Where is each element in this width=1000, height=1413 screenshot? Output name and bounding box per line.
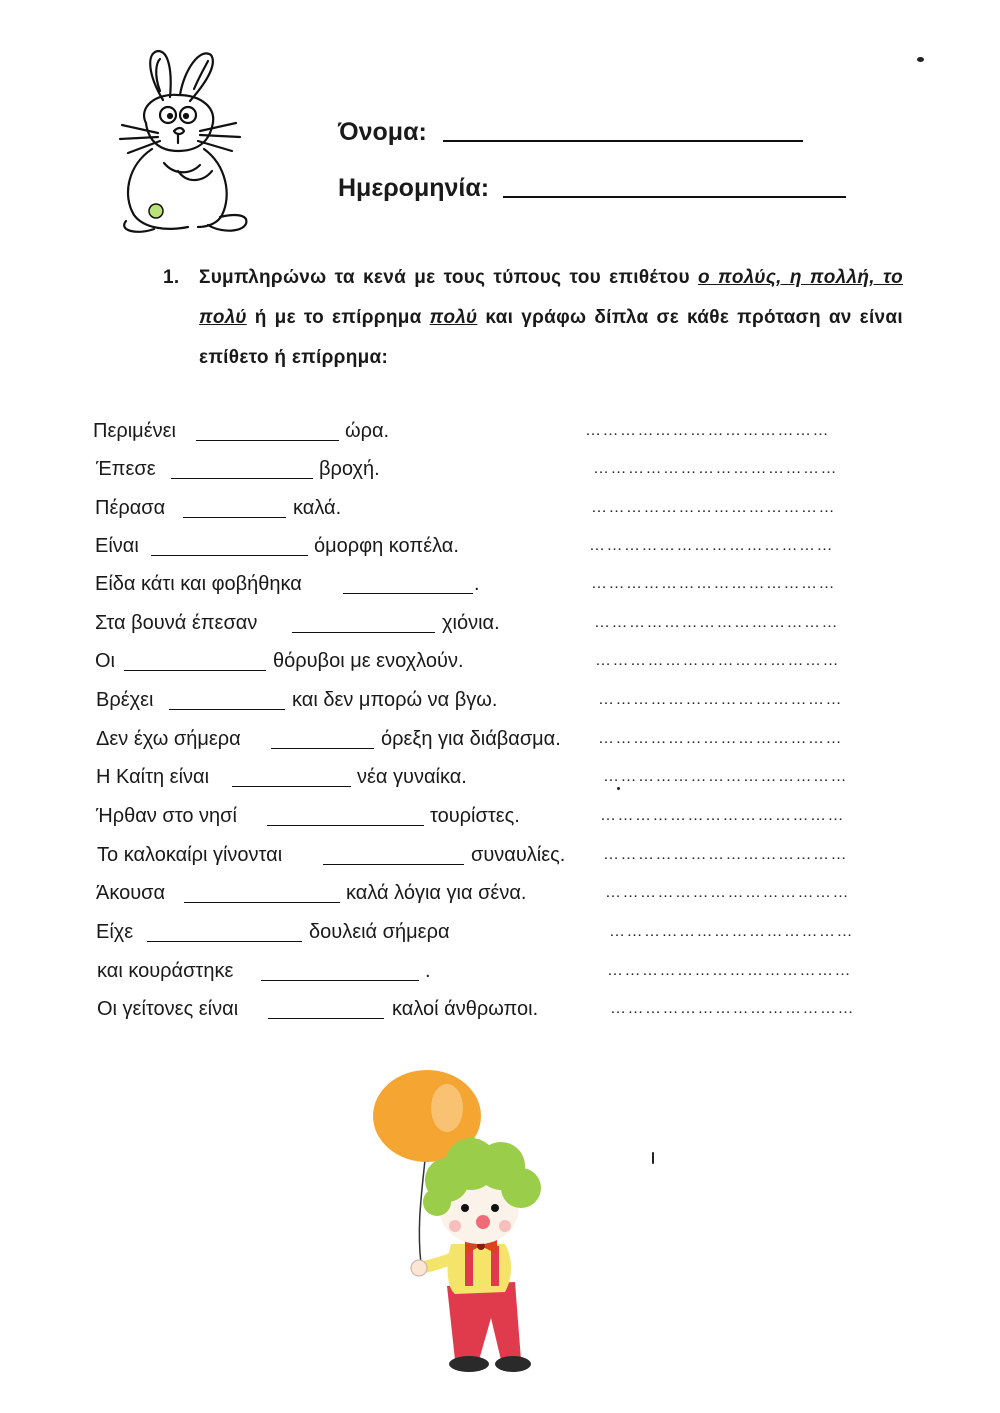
- classification-dots[interactable]: ……………………………………: [609, 923, 854, 940]
- sentence-row: [95, 535, 139, 558]
- classification-dots[interactable]: ……………………………………: [610, 1000, 855, 1017]
- sentence-row: [95, 650, 115, 673]
- sentence-text-before: Δεν έχω σήμερα: [96, 728, 241, 750]
- scan-speck: [652, 1152, 654, 1164]
- answer-blank[interactable]: [271, 748, 374, 749]
- sentence-text-after: .: [474, 573, 480, 595]
- answer-blank[interactable]: [147, 941, 302, 942]
- sentence-row: [95, 573, 302, 596]
- date-field-line[interactable]: [503, 196, 846, 198]
- classification-dots[interactable]: ……………………………………: [593, 460, 838, 477]
- instruction-text-2: ή με το επίρρημα: [254, 307, 422, 328]
- sentence-text-before: Βρέχει: [96, 689, 154, 711]
- sentence-text-before: Έπεσε: [96, 458, 156, 480]
- classification-dots[interactable]: ……………………………………: [605, 884, 850, 901]
- sentence-text-before: Είναι: [95, 535, 139, 557]
- sentence-row: [97, 960, 233, 983]
- sentence-row: [96, 805, 237, 828]
- answer-blank[interactable]: [184, 902, 340, 903]
- sentence-text-after: και δεν μπορώ να βγω.: [292, 689, 498, 711]
- sentence-text-after: καλά λόγια για σένα.: [346, 882, 527, 904]
- classification-dots[interactable]: ……………………………………: [598, 691, 843, 708]
- sentence-text-before: Είχε: [96, 921, 134, 943]
- sentence-text-after: όμορφη κοπέλα.: [314, 535, 459, 557]
- instruction-adverb: πολύ: [429, 307, 478, 328]
- sentence-text-after: τουρίστες.: [430, 805, 520, 827]
- sentence-text-after: καλοί άνθρωποι.: [392, 998, 539, 1020]
- sentence-text-before: και κουράστηκε: [97, 960, 234, 982]
- answer-blank[interactable]: [232, 786, 351, 787]
- sentence-text-before: Το καλοκαίρι γίνονται: [97, 844, 283, 866]
- instruction-text-1: Συμπληρώνω τα κενά με τους τύπους του επιθέτου: [199, 267, 690, 288]
- sentence-row: [95, 612, 257, 635]
- sentence-text-after: καλά.: [293, 497, 342, 519]
- exercise-number: 1.: [163, 267, 180, 288]
- answer-blank[interactable]: [292, 632, 435, 633]
- sentence-text-before: Περιμένει: [93, 420, 176, 442]
- answer-blank[interactable]: [151, 555, 308, 556]
- classification-dots[interactable]: ……………………………………: [600, 807, 845, 824]
- sentence-row: [96, 689, 154, 712]
- sentence-row: [95, 497, 165, 520]
- classification-dots[interactable]: ……………………………………: [589, 537, 834, 554]
- sentence-text-after: βροχή.: [319, 458, 380, 480]
- answer-blank[interactable]: [261, 980, 419, 981]
- sentence-text-after: θόρυβοι με ενοχλούν.: [273, 650, 464, 672]
- date-label: Ημερομηνία:: [338, 174, 490, 202]
- classification-dots[interactable]: ……………………………………: [595, 652, 840, 669]
- scan-speck: [617, 787, 620, 790]
- instruction-adjective-forms: ο πολύς, η πολλή, το πολύ: [199, 267, 903, 328]
- sentence-row: [97, 998, 238, 1021]
- rabbit-illustration: [108, 45, 258, 235]
- sentence-text-after: ώρα.: [345, 420, 390, 442]
- sentence-text-after: χιόνια.: [442, 612, 500, 634]
- classification-dots[interactable]: ……………………………………: [603, 768, 848, 785]
- sentence-row: [97, 844, 282, 867]
- answer-blank[interactable]: [196, 440, 339, 441]
- name-field-line[interactable]: [443, 140, 803, 142]
- sentence-text-before: Στα βουνά έπεσαν: [95, 612, 258, 634]
- classification-dots[interactable]: ……………………………………: [591, 499, 836, 516]
- answer-blank[interactable]: [183, 517, 286, 518]
- name-label: Όνομα:: [338, 118, 427, 146]
- classification-dots[interactable]: ……………………………………: [585, 422, 830, 439]
- sentence-row: [96, 458, 156, 481]
- answer-blank[interactable]: [169, 709, 285, 710]
- classification-dots[interactable]: ……………………………………: [594, 614, 839, 631]
- sentence-text-after: .: [425, 960, 431, 982]
- clown-balloon-illustration: [355, 1068, 545, 1378]
- answer-blank[interactable]: [124, 670, 266, 671]
- classification-dots[interactable]: ……………………………………: [603, 846, 848, 863]
- exercise-instruction: [163, 258, 903, 378]
- classification-dots[interactable]: ……………………………………: [607, 962, 852, 979]
- answer-blank[interactable]: [268, 1018, 384, 1019]
- sentence-text-before: Η Καίτη είναι: [96, 766, 210, 788]
- sentence-text-before: Οι: [95, 650, 115, 672]
- classification-dots[interactable]: ……………………………………: [598, 730, 843, 747]
- answer-blank[interactable]: [343, 593, 473, 594]
- sentence-row: [96, 921, 133, 944]
- answer-blank[interactable]: [323, 864, 464, 865]
- scan-speck: [917, 57, 924, 62]
- sentence-text-before: Ήρθαν στο νησί: [96, 805, 237, 827]
- sentence-row: [96, 766, 209, 789]
- sentence-text-before: Άκουσα: [96, 882, 166, 904]
- instruction-text-3: και γράφω δίπλα σε κάθε πρόταση αν είναι επίθετο ή επίρρημα:: [199, 307, 903, 368]
- answer-blank[interactable]: [267, 825, 424, 826]
- sentence-text-after: νέα γυναίκα.: [357, 766, 467, 788]
- sentence-text-before: Πέρασα: [95, 497, 166, 519]
- classification-dots[interactable]: ……………………………………: [591, 575, 836, 592]
- sentence-text-after: συναυλίες.: [471, 844, 566, 866]
- sentence-row: [93, 420, 176, 443]
- sentence-text-after: δουλειά σήμερα: [309, 921, 450, 943]
- sentence-row: [96, 728, 241, 751]
- sentence-text-before: Οι γείτονες είναι: [97, 998, 239, 1020]
- sentence-text-after: όρεξη για διάβασμα.: [381, 728, 561, 750]
- sentence-row: [96, 882, 165, 905]
- answer-blank[interactable]: [171, 478, 313, 479]
- sentence-text-before: Είδα κάτι και φοβήθηκα: [95, 573, 302, 595]
